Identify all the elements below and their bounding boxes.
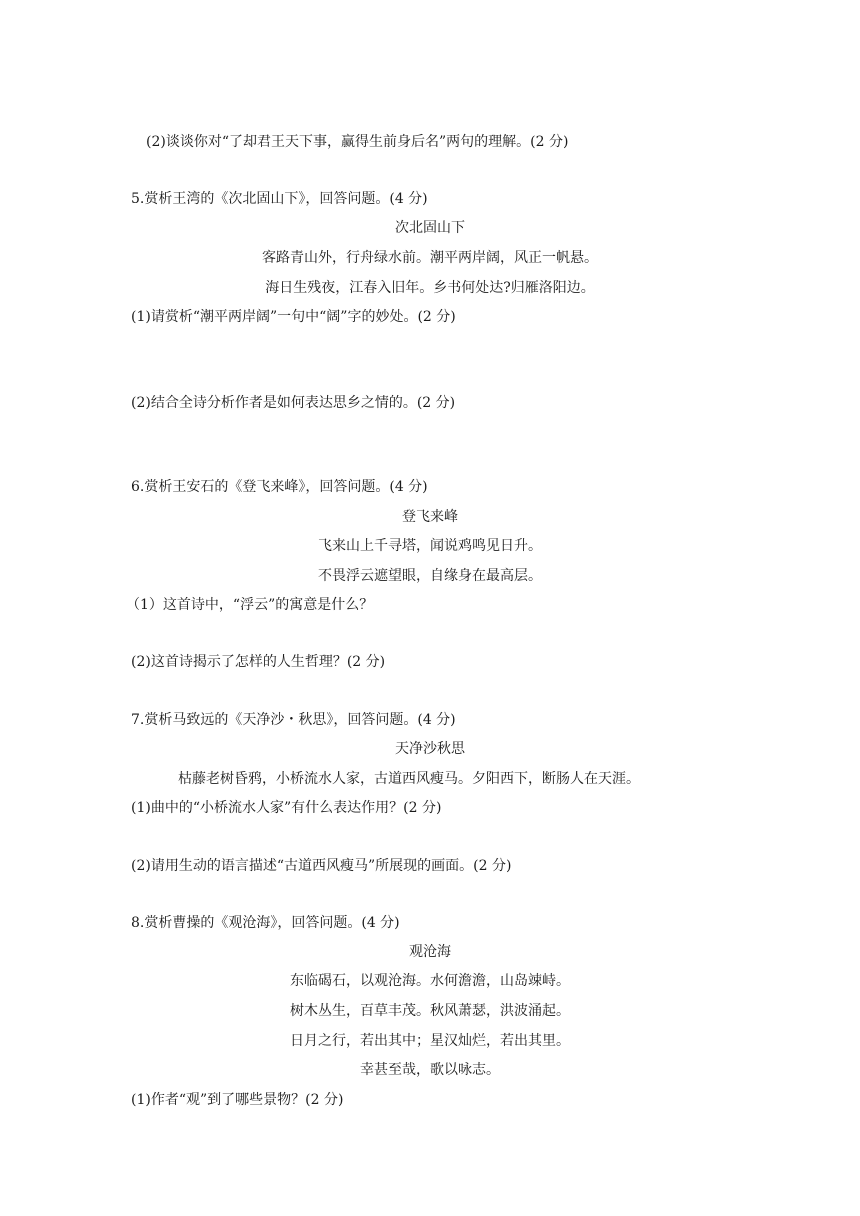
question-8-prompt: 8.赏析曹操的《观沧海》，回答问题。(4 分) bbox=[131, 915, 400, 931]
question-7-poem-line: 枯藤老树昏鸦，小桥流水人家，古道西风瘦马。夕阳西下，断肠人在天涯。 bbox=[178, 771, 640, 787]
question-6-poem-line: 不畏浮云遮望眼，自缘身在最高层。 bbox=[318, 568, 542, 584]
question-6-sub-2: (2)这首诗揭示了怎样的人生哲理？(2 分) bbox=[131, 654, 386, 670]
question-8-poem-title: 观沧海 bbox=[409, 944, 451, 960]
question-8-poem-line: 树木丛生，百草丰茂。秋风萧瑟，洪波涌起。 bbox=[290, 1003, 570, 1019]
question-8-poem-line: 东临碣石，以观沧海。水何澹澹，山岛竦峙。 bbox=[290, 973, 570, 989]
question-7-poem-title: 天净沙秋思 bbox=[395, 741, 465, 757]
question-5-sub-1: (1)请赏析“潮平两岸阔”一句中“阔”字的妙处。(2 分) bbox=[131, 309, 456, 325]
question-6-poem-line: 飞来山上千寻塔，闻说鸡鸣见日升。 bbox=[318, 538, 542, 554]
question-5-poem-title: 次北固山下 bbox=[395, 220, 465, 236]
question-5-prompt: 5.赏析王湾的《次北固山下》，回答问题。(4 分) bbox=[131, 191, 428, 207]
question-5-poem-line: 海日生残夜，江春入旧年。乡书何处达?归雁洛阳边。 bbox=[265, 280, 595, 296]
question-5-sub-2: (2)结合全诗分析作者是如何表达思乡之情的。(2 分) bbox=[131, 395, 456, 411]
question-6-poem-title: 登飞来峰 bbox=[402, 509, 458, 525]
question-8-poem-line: 日月之行，若出其中；星汉灿烂，若出其里。 bbox=[290, 1033, 570, 1049]
question-6-prompt: 6.赏析王安石的《登飞来峰》，回答问题。(4 分) bbox=[131, 479, 428, 495]
question-8-poem-line: 幸甚至哉，歌以咏志。 bbox=[360, 1062, 500, 1078]
question-4-sub-2: (2)谈谈你对“了却君王天下事，赢得生前身后名”两句的理解。(2 分) bbox=[146, 134, 569, 150]
question-7-sub-1: (1)曲中的“小桥流水人家”有什么表达作用？(2 分) bbox=[131, 800, 442, 816]
question-7-sub-2: (2)请用生动的语言描述“古道西风瘦马”所展现的画面。(2 分) bbox=[131, 858, 512, 874]
question-6-sub-1: （1）这首诗中，“浮云”的寓意是什么？ bbox=[126, 597, 374, 613]
question-8-sub-1: (1)作者“观”到了哪些景物？(2 分) bbox=[131, 1092, 344, 1108]
question-7-prompt: 7.赏析马致远的《天净沙・秋思》，回答问题。(4 分) bbox=[131, 712, 456, 728]
question-5-poem-line: 客路青山外，行舟绿水前。潮平两岸阔，风正一帆悬。 bbox=[262, 250, 598, 266]
